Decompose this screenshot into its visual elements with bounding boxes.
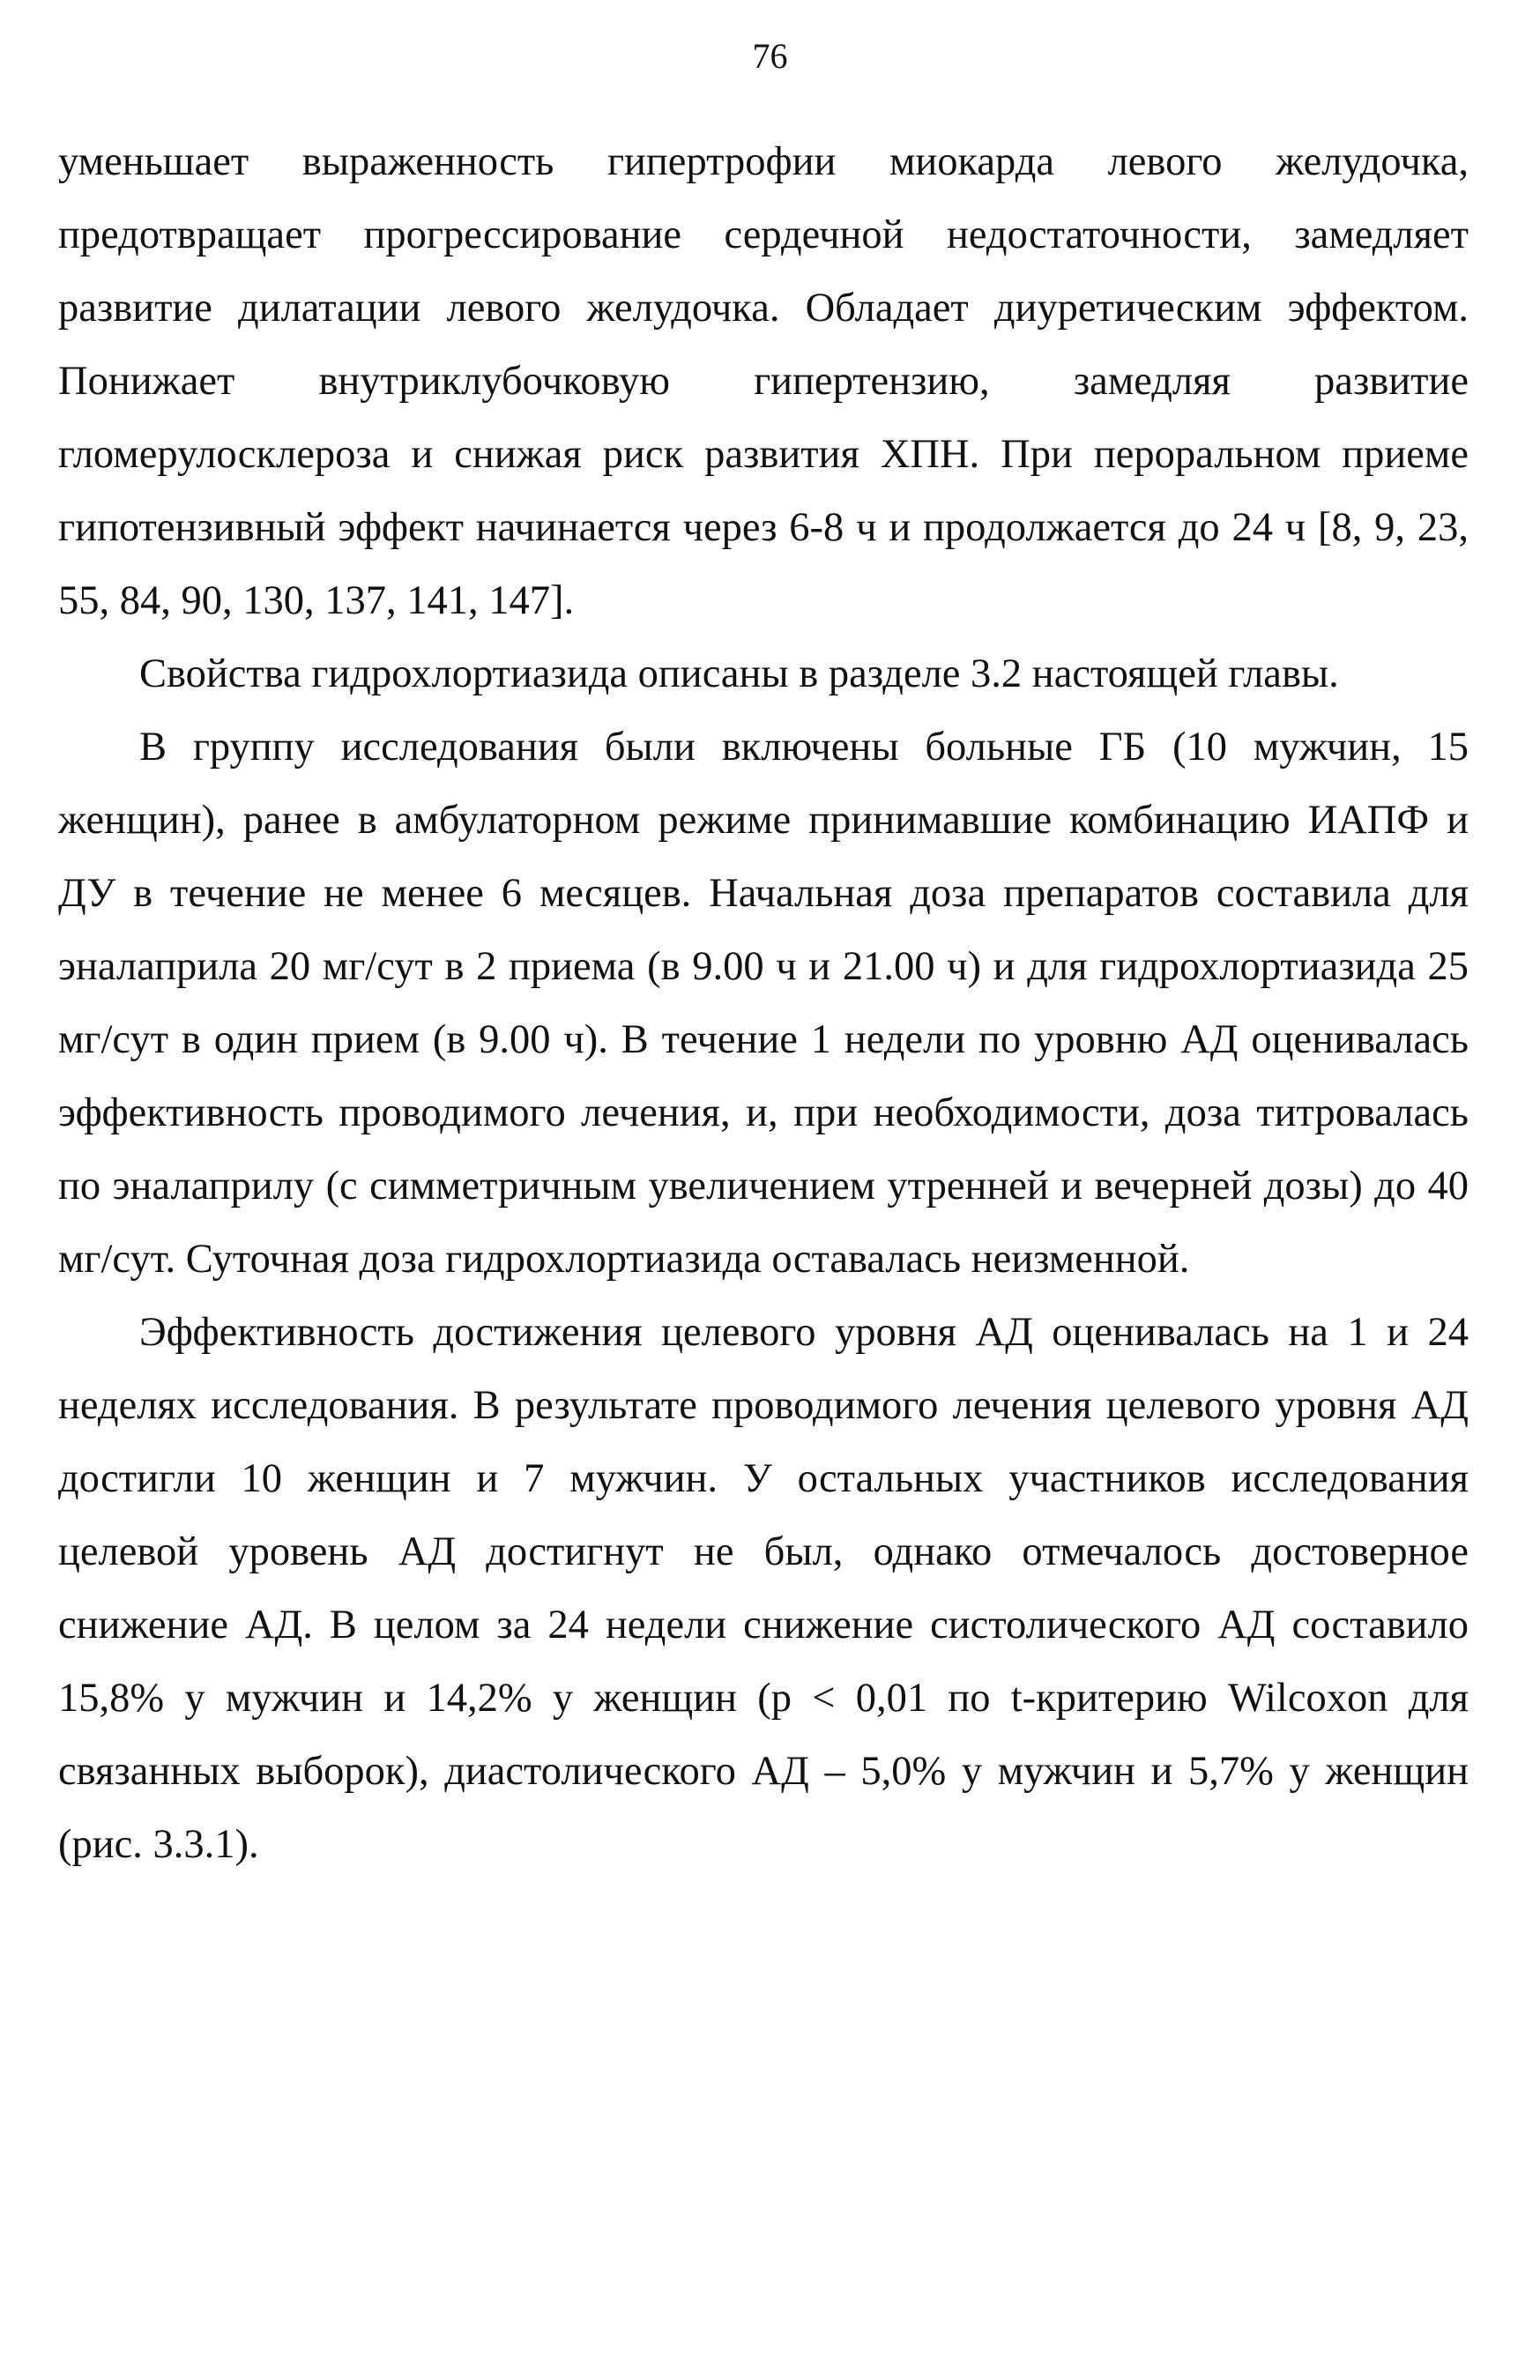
paragraph-hydrochlorothiazide-note: Свойства гидрохлортиазида описаны в разделе 3.2 настоящей главы. bbox=[139, 651, 1339, 696]
text-body bbox=[58, 125, 1469, 1881]
page-number: 76 bbox=[752, 36, 788, 76]
paragraph-efficacy-results: Эффективность достижения целевого уровня АД оценивалась на 1 и 24 неделях исследования. В результате проводимого лечения целевого уровня АД достигли 10 женщин и 7 мужчин. У остальных участников исследования целевой уровень АД достигнут не был, однако отмечалось достоверное снижение АД. В целом за 24 недели снижение систолического АД составило 15,8% у мужчин и 14,2% у женщин (р < 0,01 по t-критерию Wilcoxon для связанных выборок), диастолического АД – 5,0% у мужчин и 5,7% у женщин (рис. 3.3.1). bbox=[58, 1310, 1469, 1867]
paragraph-continuation: уменьшает выраженность гипертрофии миокарда левого желудочка, предотвращает прогрессирование сердечной недостаточности, замедляет развитие дилатации левого желудочка. Обладает диуретическим эффектом. Понижает внутриклубочковую гипертензию, замедляя развитие гломерулосклероза и снижая риск развития ХПН. При пероральном приеме гипотензивный эффект начинается через 6-8 ч и продолжается до 24 ч [8, 9, 23, 55, 84, 90, 130, 137, 141, 147]. bbox=[58, 139, 1469, 623]
paragraph-study-group: В группу исследования были включены больные ГБ (10 мужчин, 15 женщин), ранее в амбулаторном режиме принимавшие комбинацию ИАПФ и ДУ в течение не менее 6 месяцев. Начальная доза препаратов составила для эналаприла 20 мг/сут в 2 приема (в 9.00 ч и 21.00 ч) и для гидрохлортиазида 25 мг/сут в один прием (в 9.00 ч). В течение 1 недели по уровню АД оценивалась эффективность проводимого лечения, и, при необходимости, доза титровалась по эналаприлу (с симметричным увеличением утренней и вечерней дозы) до 40 мг/сут. Суточная доза гидрохлортиазида оставалась неизменной. bbox=[58, 725, 1469, 1282]
